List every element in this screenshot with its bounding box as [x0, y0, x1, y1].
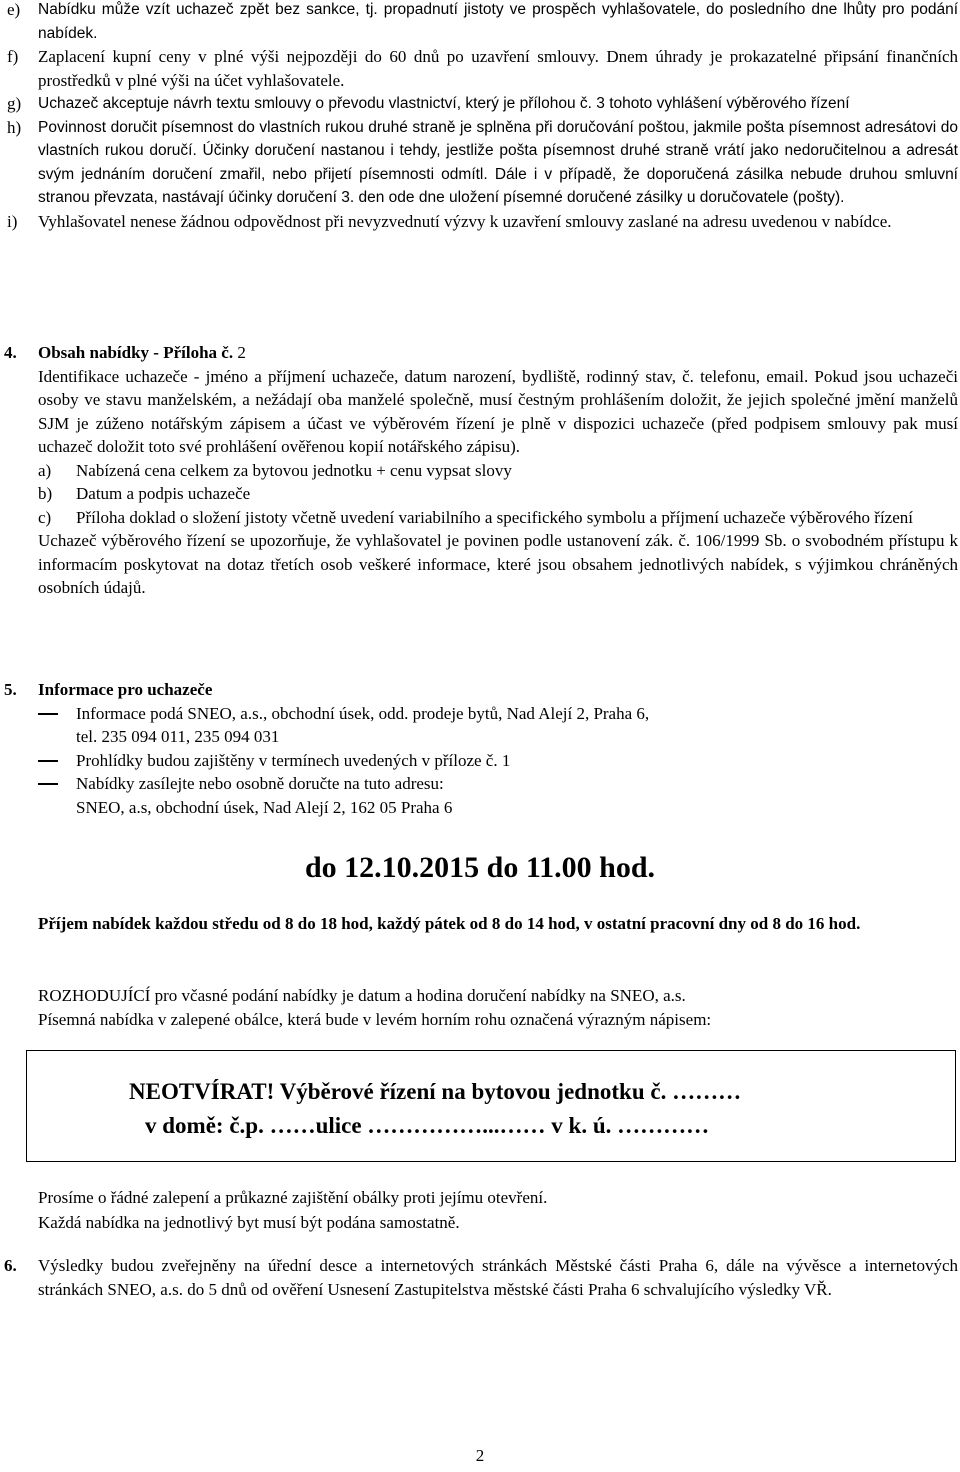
list-item-g — [0, 92, 958, 116]
list-item-a — [0, 459, 958, 483]
opening-hours: Příjem nabídek každou středu od 8 do 18 hod, každý pátek od 8 do 14 hod, v ostatní pracovní dny od 8 do 16 hod. — [38, 914, 861, 933]
envelope-label-line: NEOTVÍRAT! Výběrové řízení na bytovou jednotku č. ……… — [129, 1079, 742, 1104]
identification-paragraph: Identifikace uchazeče - jméno a příjmení uchazeče, datum narození, bydliště, rodinný stav, č. telefonu, email. Pokud jsou uchazeči osoby ve stavu manželském, a nežádají oba manželé společně, musí čestným prohlášením doložit, že jejich společné jmění manželů SJM je zúženo notářským zápisem a účast ve výběrovém řízení je plně v dispozici uchazeče (před podpisem smlouvy pak musí uchazeč doložit toto své prohlášení ověřenou kopií notářského zápisu). — [38, 366, 958, 456]
list-item-f — [0, 45, 958, 92]
dash-icon — [38, 749, 76, 772]
item-text: Povinnost doručit písemnost do vlastních rukou druhé straně je splněna při doručování poštou, jakmile pošta písemnost adresátovi do vlastních rukou doručí. Účinky doručení nastanou i tehdy, jestliže pošta písemnost druhé straně vrátí jako nedoručitelnou a adresát svým jednáním doručení zmařil, nebo přijetí písemnosti odmítl. Dále i v případě, že doporučená zásilka nebude druhou smluvní stranou převzata, nastávají účinky doručení 3. den ode dne uložení písemné doručené zásilky u doručovatele (pošty). — [38, 118, 958, 206]
item-marker: b) — [38, 484, 53, 503]
section-title-text: Obsah nabídky - Příloha č. — [38, 343, 234, 362]
dash-icon — [38, 772, 76, 795]
separate-offer-note: Každá nabídka na jednotlivý byt musí být podána samostatně. — [38, 1213, 460, 1232]
disclosure-paragraph: Uchazeč výběrového řízení se upozorňuje, že vyhlašovatel je povinen podle ustanovení zák. č. 106/1999 Sb. o svobodném přístupu k informacím poskytovat na dotaz třetích osob veškeré informace, které jsou obsahem jednotlivých nabídek, s výjimkou chráněných osobních údajů. — [38, 531, 958, 597]
item-text: Uchazeč akceptuje návrh textu smlouvy o převodu vlastnictví, který je přílohou č. 3 tohoto vyhlášení výběrového řízení — [38, 95, 850, 112]
list-item-c — [0, 506, 958, 530]
item-marker: a) — [38, 460, 52, 480]
item-text: Vyhlašovatel nenese žádnou odpovědnost při nevyzvednutí výzvy k uzavření smlouvy zaslané na adresu uvedenou v nabídce. — [38, 211, 892, 231]
section-title: Informace pro uchazeče — [38, 680, 213, 699]
item-marker: e) — [7, 0, 21, 19]
bullet-item — [38, 702, 958, 749]
bullet-line: tel. 235 094 011, 235 094 031 — [76, 727, 280, 746]
section-number: 5. — [4, 680, 17, 699]
item-marker: f) — [7, 47, 19, 66]
bullet-line: SNEO, a.s, obchodní úsek, Nad Alejí 2, 162 05 Praha 6 — [76, 797, 453, 817]
item-text: Nabídku může vzít uchazeč zpět bez sankce, tj. propadnutí jistoty ve prospěch vyhlašovatele, do posledního dne lhůty pro podání nabídek. — [38, 1, 958, 42]
section-number: 6. — [4, 1256, 17, 1275]
section-5 — [0, 678, 958, 819]
page-number: 2 — [475, 1446, 485, 1465]
list-item-h — [0, 116, 958, 210]
item-text: Datum a podpis uchazeče — [76, 484, 251, 503]
item-text: Nabízená cena celkem za bytovou jednotku + cenu vypsat slovy — [76, 460, 512, 480]
section-title-number: 2 — [237, 343, 246, 362]
decisive-note: ROZHODUJÍCÍ pro včasné podání nabídky je datum a hodina doručení nabídky na SNEO, a.s. — [38, 986, 686, 1005]
list-item-e — [0, 0, 958, 45]
list-item-i — [0, 210, 958, 234]
bullet-item — [38, 772, 958, 819]
section-6-row — [0, 1254, 958, 1301]
results-text: Výsledky budou zveřejněny na úřední desce a internetových stránkách Městské části Praha 6, dále na vývěsce a internetových stránkách SNEO, a.s. do 5 dnů od ověření Usnesení Zastupitelstva městské části Praha 6 schvalujícího výsledky VŘ. — [38, 1256, 958, 1299]
envelope-label-line: v domě: č.p. ……ulice ……………...…… v k. ú. ………… — [145, 1113, 710, 1138]
section-4 — [0, 341, 958, 600]
section-number: 4. — [4, 343, 17, 362]
bullet-item — [38, 749, 958, 773]
deadline-text: do 12.10.2015 do 11.00 hod. — [304, 851, 656, 884]
bullet-line: Informace podá SNEO, a.s., obchodní úsek, odd. prodeje bytů, Nad Alejí 2, Praha 6, — [76, 703, 650, 723]
item-marker: i) — [7, 211, 18, 231]
envelope-label-box — [26, 1050, 956, 1162]
bullet-text — [76, 749, 510, 773]
items-top — [0, 0, 958, 233]
sealing-note: Prosíme o řádné zalepení a průkazné zajištění obálky proti jejímu otevření. — [38, 1188, 548, 1207]
list-item-b — [0, 482, 958, 506]
dash-icon — [38, 702, 76, 725]
section-title — [38, 341, 246, 365]
bullet-text — [76, 772, 452, 819]
bullet-line: Prohlídky budou zajištěny v termínech uvedených v příloze č. 1 — [76, 750, 511, 770]
item-text: Zaplacení kupní ceny v plné výši nejpozději do 60 dnů po uzavření smlouvy. Dnem úhrady je prokazatelné připsání finančních prostředků v plné výši na účet vyhlašovatele. — [38, 47, 958, 90]
bullet-line: Nabídky zasílejte nebo osobně doručte na tuto adresu: — [76, 774, 444, 793]
item-text: Příloha doklad o složení jistoty včetně uvedení variabilního a specifického symbolu a příjmení uchazeče výběrového řízení — [76, 507, 913, 527]
item-marker: h) — [7, 117, 22, 137]
section-heading — [0, 341, 958, 365]
section-heading — [0, 678, 958, 702]
envelope-note: Písemná nabídka v zalepené obálce, která bude v levém horním rohu označená výrazným nápisem: — [38, 1010, 712, 1029]
item-marker: c) — [38, 507, 52, 527]
bullet-text — [76, 702, 649, 749]
section-6 — [0, 1254, 958, 1301]
item-marker: g) — [7, 94, 22, 113]
